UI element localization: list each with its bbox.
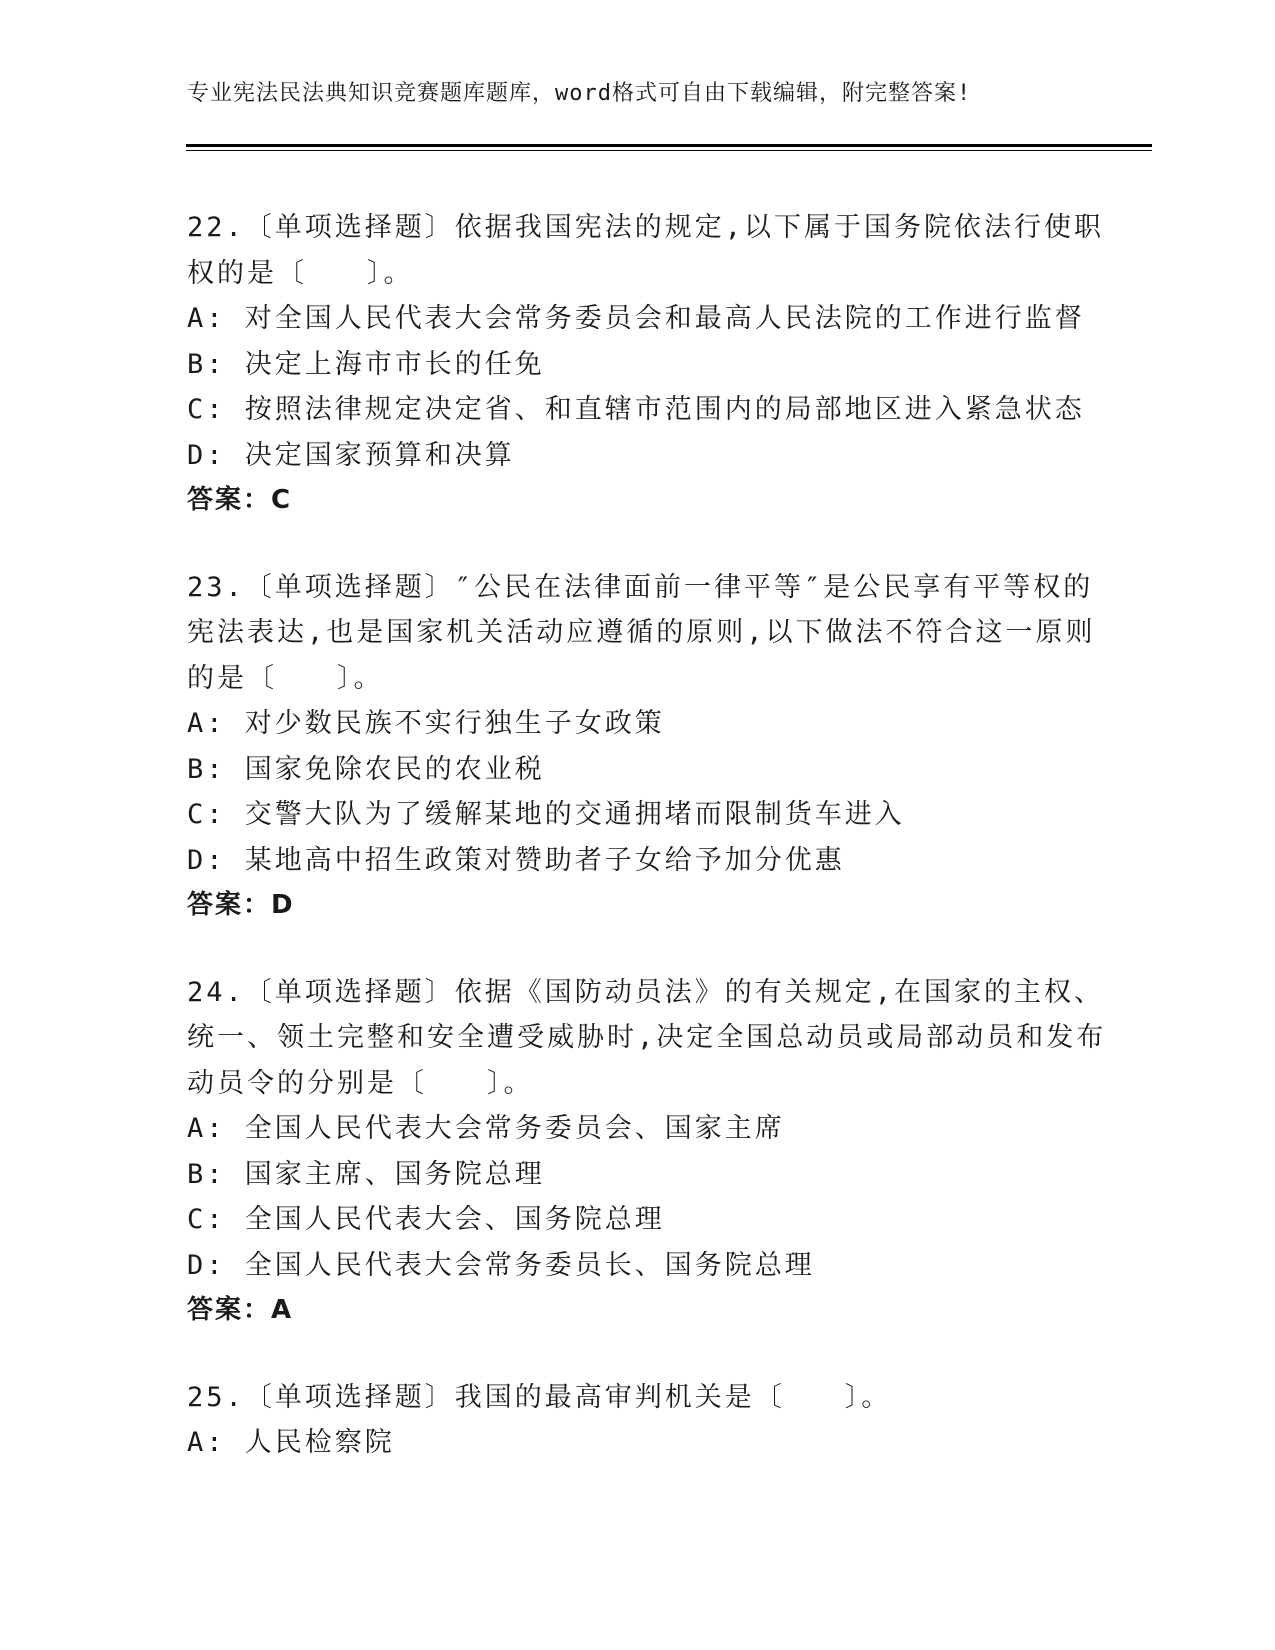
question-24 [187,970,1107,1334]
question-stem-line: 权的是〔 〕。 [187,257,414,289]
question-stem-line: 宪法表达,也是国家机关活动应遵循的原则,以下做法不符合这一原则 [187,617,1096,648]
question-stem [187,205,1105,296]
header-rule-thick [186,144,1152,147]
question-stem-line: 统一、领土完整和安全遭受威胁时,决定全国总动员或局部动员和发布 [187,1022,1107,1053]
option-c: C: 全国人民代表大会、国务院总理 [187,1204,665,1235]
question-23 [187,565,1096,929]
question-stem-line: 的是〔 〕。 [187,662,384,694]
option-d: D: 某地高中招生政策对赞助者子女给予加分优惠 [187,844,845,876]
option-b: B: 国家免除农民的农业税 [187,753,545,785]
answer-line: 答案：C [187,485,293,515]
question-stem-line: 23.〔单项选择题〕″公民在法律面前一律平等″是公民享有平等权的 [187,571,1094,603]
question-22 [187,205,1105,524]
header-rule-thin [186,150,1152,151]
question-stem [187,565,1096,702]
question-stem [187,970,1107,1107]
option-c: C: 按照法律规定决定省、和直辖市范围内的局部地区进入紧急状态 [187,394,1085,425]
answer-line: 答案：A [187,1295,294,1325]
question-stem-line: 动员令的分别是〔 〕。 [187,1067,534,1099]
option-c: C: 交警大队为了缓解某地的交通拥堵而限制货车进入 [187,799,905,830]
question-stem-line: 25.〔单项选择题〕我国的最高审判机关是〔 〕。 [187,1381,892,1413]
option-a: A: 对少数民族不实行独生子女政策 [187,708,665,739]
question-stem [187,1375,1087,1421]
question-25 [187,1375,1087,1466]
page-header: 专业宪法民法典知识竞赛题库题库，word格式可自由下载编辑，附完整答案! [187,81,972,106]
option-b: B: 决定上海市市长的任免 [187,348,545,380]
option-b: B: 国家主席、国务院总理 [187,1158,545,1190]
option-d: D: 决定国家预算和决算 [187,439,515,471]
answer-line: 答案：D [187,890,295,920]
question-stem-line: 22.〔单项选择题〕依据我国宪法的规定,以下属于国务院依法行使职 [187,212,1105,243]
question-list [187,205,1107,1507]
option-a: A: 人民检察院 [187,1427,395,1458]
question-stem-line: 24.〔单项选择题〕依据《国防动员法》的有关规定,在国家的主权、 [187,976,1105,1008]
option-d: D: 全国人民代表大会常务委员长、国务院总理 [187,1249,815,1281]
option-a: A: 对全国人民代表大会常务委员会和最高人民法院的工作进行监督 [187,303,1085,334]
option-a: A: 全国人民代表大会常务委员会、国家主席 [187,1113,785,1144]
